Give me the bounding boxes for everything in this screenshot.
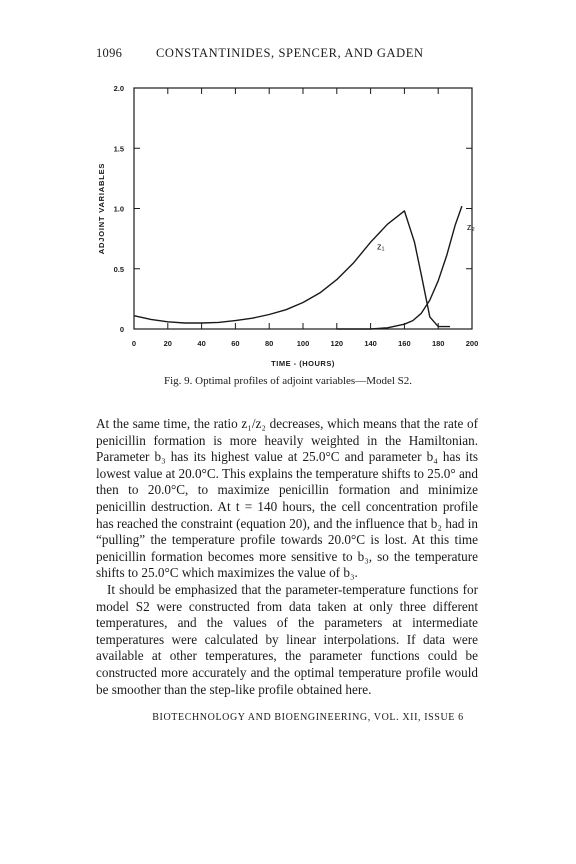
running-title-authors: CONSTANTINIDES, SPENCER, AND GADEN <box>156 46 424 60</box>
paragraph-1: At the same time, the ratio z₁/z₂ decreases, which means that the rate of penicillin formation is more heavily weighted in the Hamiltonian. Parameter b₃ has its highest value at 25.0°C and parameter b₄ has its lowest value at 20.0°C. This explains the temperature shifts to 25.0° and then to 20.0°C, to maximize penicillin formation and minimize penicillin destruction. At t = 140 hours, the cell concentration profile has reached the constraint (equation 20), and the influence that b₂ had in “pulling” the temperature profile towards 20.0°C is lost. At this time penicillin formation becomes more sensitive to b₃, so the temperature shifts to 25.0°C which maximizes the value of b₃. <box>96 416 478 581</box>
y-tick-label: 0.5 <box>113 264 124 274</box>
x-tick-label: 20 <box>163 339 172 348</box>
adjoint-variables-chart <box>0 0 576 380</box>
plot-frame <box>134 88 472 329</box>
x-tick-label: 180 <box>431 339 445 348</box>
x-tick-label: 60 <box>231 339 240 348</box>
x-tick-label: 120 <box>330 339 344 348</box>
journal-footer: BIOTECHNOLOGY AND BIOENGINEERING, VOL. XII, ISSUE 6 <box>152 712 464 723</box>
x-tick-label: 160 <box>398 339 411 348</box>
series-line-z2 <box>337 206 462 329</box>
x-tick-label: 100 <box>296 339 310 348</box>
body-text <box>96 416 478 698</box>
x-tick-label: 140 <box>364 339 377 348</box>
y-tick-label: 0 <box>119 325 124 334</box>
x-tick-label: 40 <box>197 339 206 348</box>
y-tick-label: 1.5 <box>113 144 124 154</box>
y-axis-label: ADJOINT VARIABLES <box>97 162 106 255</box>
series-label-z2: z₂ <box>466 222 475 233</box>
x-axis-label: TIME - (HOURS) <box>271 359 335 368</box>
x-tick-label: 200 <box>465 339 479 348</box>
page-number: 1096 <box>96 46 123 60</box>
y-tick-label: 2.0 <box>113 84 124 93</box>
figure-caption: Fig. 9. Optimal profiles of adjoint variables—Model S2. <box>163 375 413 387</box>
series-label-z1: z₁ <box>376 241 385 252</box>
paragraph-2: It should be emphasized that the parameter-temperature functions for model S2 were constructed from data taken at only three different temperatures, and the values of the parameters at intermediate temperatures were calculated by linear interpolations. If data were available at other temperatures, the parameter functions could be constructed more accurately and the optimal temperature profile would be smoother than the step-like profile obtained here. <box>96 581 478 697</box>
x-tick-label: 0 <box>131 339 137 348</box>
y-tick-label: 1.0 <box>113 204 124 214</box>
x-tick-label: 80 <box>265 339 274 348</box>
series-line-z1 <box>134 211 450 327</box>
